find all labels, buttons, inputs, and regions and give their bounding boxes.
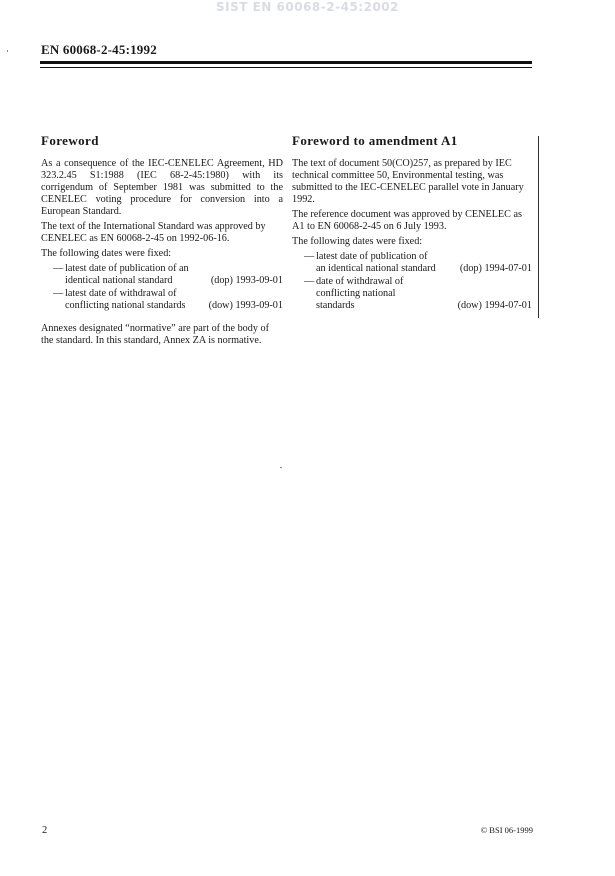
foreword-date-item-dop xyxy=(41,263,283,287)
amendment-section xyxy=(292,133,532,315)
dash-bullet: — xyxy=(304,251,315,262)
amendment-paragraph-2: The reference document was approved by CENELEC as A1 to EN 60068-2-45 on 6 July 1993. xyxy=(292,209,522,232)
header-rule-thin xyxy=(40,67,532,68)
date-item-label: latest date of withdrawal of conflicting national standards xyxy=(65,288,186,311)
date-item-value: (dop) 1993-09-01 xyxy=(210,275,283,286)
amendment-dates-intro: The following dates were fixed: xyxy=(292,236,423,247)
foreword-paragraph-2: The text of the International Standard was approved by CENELEC as EN 60068-2-45 on 1992-06-16. xyxy=(41,221,266,244)
foreword-section xyxy=(41,133,283,350)
amendment-paragraph-1: The text of document 50(CO)257, as prepared by IEC technical committee 50, Environmental testing, was submitted to the IEC-CENELEC parallel vote in January 1992. xyxy=(292,158,524,205)
date-item-label: date of withdrawal of conflicting national standards xyxy=(316,276,404,311)
page-number: 2 xyxy=(42,825,48,836)
header-rule-thick xyxy=(40,61,532,64)
amendment-change-bar xyxy=(538,136,539,318)
amendment-date-item-dop xyxy=(292,251,532,275)
dash-bullet: — xyxy=(53,263,64,274)
foreword-paragraph-3: Annexes designated “normative” are part of the body of the standard. In this standard, Annex ZA is normative. xyxy=(41,323,270,346)
date-item-label: latest date of publication of an identical national standard xyxy=(316,251,436,274)
scan-speck xyxy=(280,467,282,468)
foreword-dates-list xyxy=(41,263,283,312)
date-item-value: (dow) 1993-09-01 xyxy=(208,300,283,311)
amendment-date-item-dow xyxy=(292,276,532,312)
dash-bullet: — xyxy=(53,288,64,299)
scan-speck xyxy=(7,50,8,52)
date-item-value: (dop) 1994-07-01 xyxy=(459,263,532,274)
foreword-title: Foreword xyxy=(41,133,99,148)
amendment-title: Foreword to amendment A1 xyxy=(292,133,458,148)
foreword-date-item-dow xyxy=(41,288,283,312)
amendment-dates-list xyxy=(292,251,532,312)
copyright-notice: © BSI 06-1999 xyxy=(480,825,533,835)
date-item-label: latest date of publication of an identical national standard xyxy=(65,263,189,286)
foreword-dates-intro: The following dates were fixed: xyxy=(41,248,172,259)
foreword-paragraph-1: As a consequence of the IEC-CENELEC Agreement, HD 323.2.45 S1:1988 (IEC 68-2-45:1980) with its corrigendum of September 1981 was submitted to the CENELEC voting procedure for conversion into a European Standard. xyxy=(41,158,283,217)
watermark: SIST EN 60068-2-45:2002 xyxy=(216,0,399,14)
date-item-value: (dow) 1994-07-01 xyxy=(457,300,532,311)
dash-bullet: — xyxy=(304,276,315,287)
document-id: EN 60068-2-45:1992 xyxy=(41,42,157,57)
